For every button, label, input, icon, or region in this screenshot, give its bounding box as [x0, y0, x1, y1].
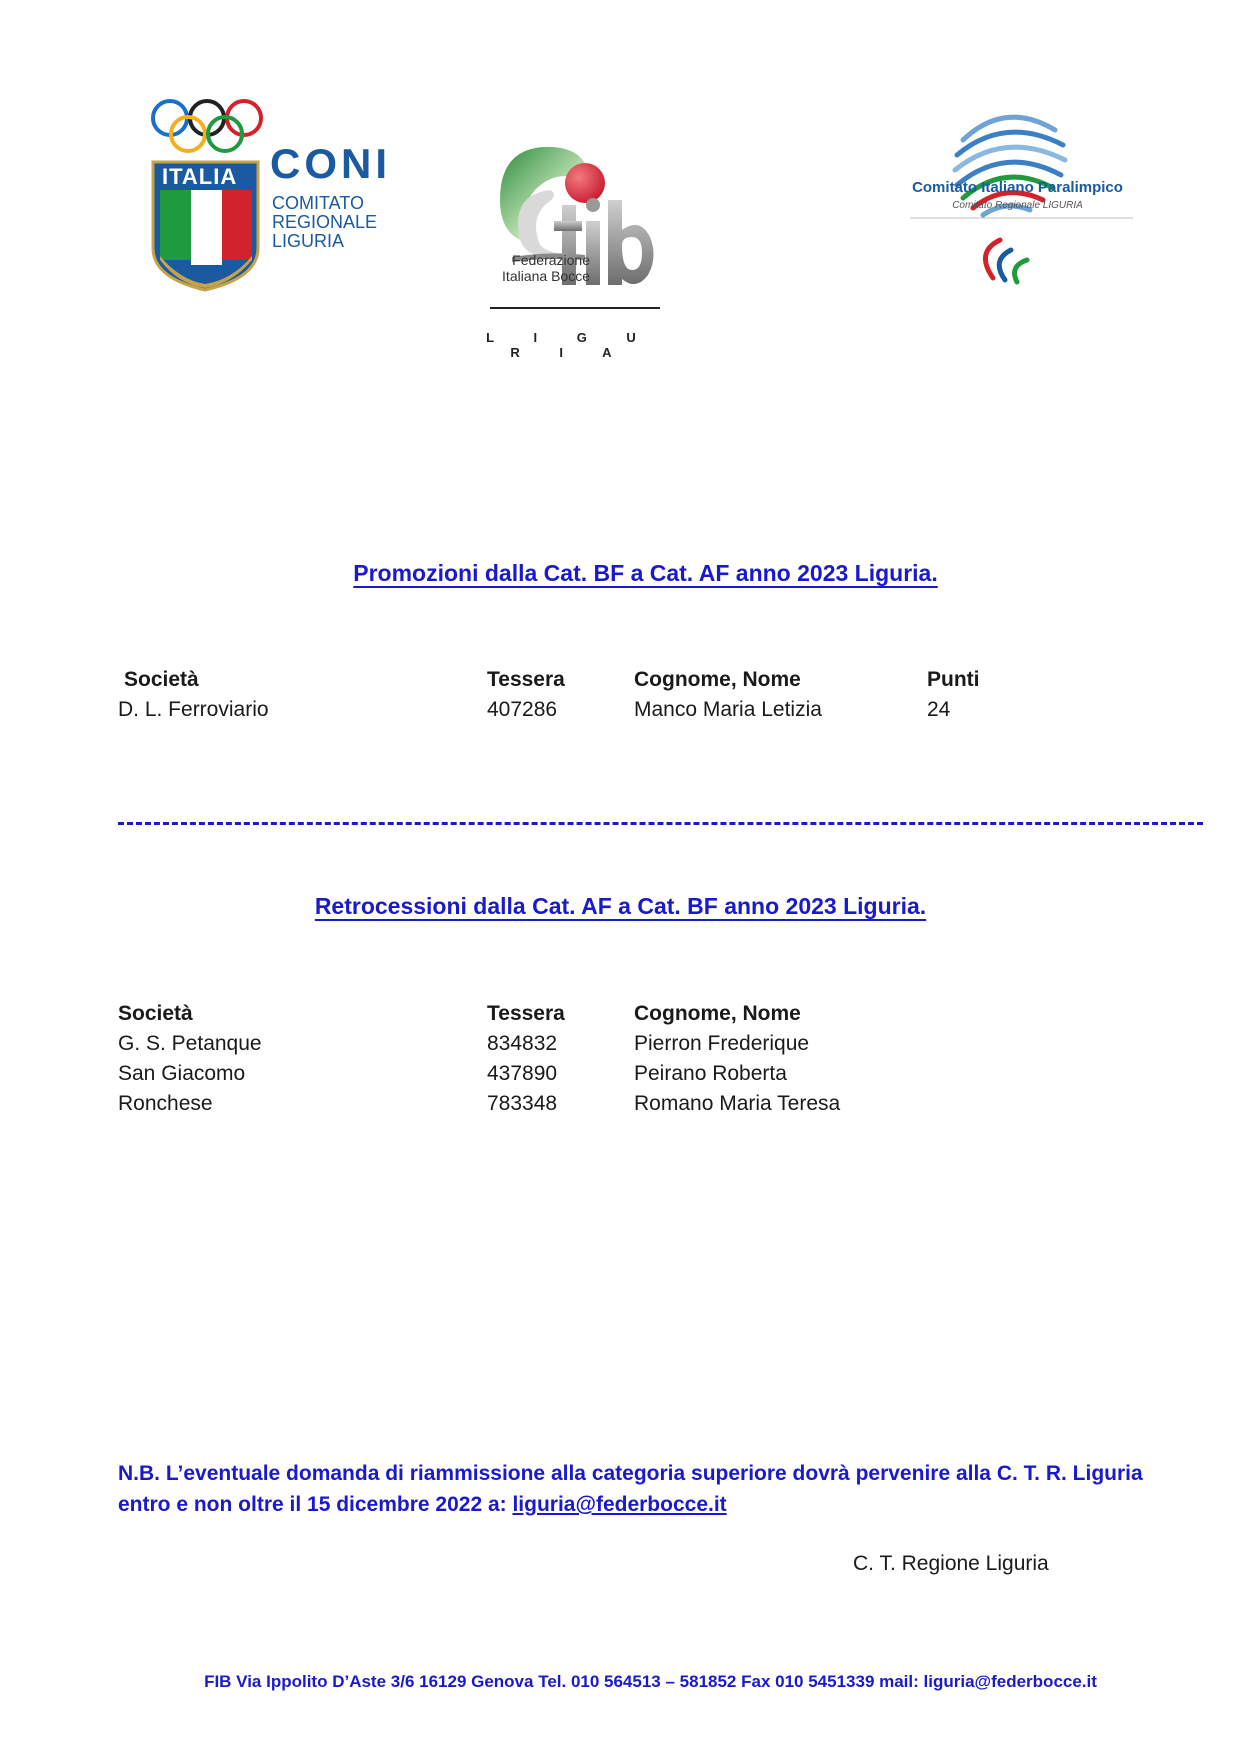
cell-tessera: 407286: [487, 698, 558, 721]
coni-line1: COMITATO: [272, 193, 364, 213]
cell-societa: San Giacomo: [118, 1062, 246, 1085]
cell-societa: D. L. Ferroviario: [118, 698, 269, 721]
table-row: [0, 1032, 1241, 1062]
cell-nome: Manco Maria Letizia: [634, 698, 822, 721]
header-punti: Punti: [927, 668, 980, 691]
cell-societa: Ronchese: [118, 1092, 213, 1115]
header-tessera: Tessera: [487, 1002, 565, 1025]
table-row: [0, 698, 1241, 728]
relegations-table: [0, 1002, 1241, 1122]
email-link[interactable]: liguria@federbocce.it: [512, 1493, 727, 1516]
shield-text: ITALIA: [162, 164, 238, 189]
coni-line2: REGIONALE: [272, 212, 378, 232]
cip-title: Comitato Italiano Paralimpico: [912, 179, 1123, 196]
fib-logo: [486, 145, 740, 360]
cell-nome: Pierron Frederique: [634, 1032, 810, 1055]
coni-subtitle: [272, 194, 377, 251]
cell-tessera: 834832: [487, 1032, 558, 1055]
signature: C. T. Regione Liguria: [853, 1552, 1049, 1575]
cip-logo: [905, 100, 1145, 310]
cell-societa: G. S. Petanque: [118, 1032, 262, 1055]
note-paragraph: [118, 1458, 1188, 1520]
fib-name: [470, 252, 590, 284]
cip-subtitle: Comitato Regionale LIGURIA: [952, 200, 1083, 211]
cell-tessera: 437890: [487, 1062, 558, 1085]
promotions-table: [0, 668, 1241, 728]
cell-tessera: 783348: [487, 1092, 558, 1115]
header-tessera: Tessera: [487, 668, 565, 691]
coni-title: CONI: [270, 140, 391, 187]
separator-line: [118, 822, 1203, 825]
table-row: [0, 1062, 1241, 1092]
footer-address: FIB Via Ippolito D’Aste 3/6 16129 Genova Tel. 010 564513 – 581852 Fax 010 5451339 mail: liguria@federbocce.it: [204, 1672, 1097, 1691]
header-societa: Società: [118, 1002, 193, 1025]
promotions-title: Promozioni dalla Cat. BF a Cat. AF anno 2023 Liguria.: [353, 560, 938, 586]
cell-nome: Peirano Roberta: [634, 1062, 787, 1085]
fib-region: L I G U R I A: [486, 330, 654, 360]
header-nome: Cognome, Nome: [634, 1002, 801, 1025]
table-row: [0, 1092, 1241, 1122]
fib-line2: Italiana Bocce: [502, 268, 590, 284]
coni-line3: LIGURIA: [272, 231, 345, 251]
cell-nome: Romano Maria Teresa: [634, 1092, 841, 1115]
note-text: N.B. L’eventuale domanda di riammissione alla categoria superiore dovrà pervenire alla C. T. R. Liguria entro e non oltre il 15 dicembre 2022 a:: [118, 1462, 1143, 1516]
coni-logo: [150, 98, 420, 298]
table-header: [0, 668, 1241, 698]
header-societa: Società: [124, 668, 199, 691]
table-header: [0, 1002, 1241, 1032]
relegations-title: Retrocessioni dalla Cat. AF a Cat. BF anno 2023 Liguria.: [314, 893, 927, 919]
cell-punti: 24: [927, 698, 951, 721]
header-nome: Cognome, Nome: [634, 668, 801, 691]
fib-line1: Federazione: [512, 252, 590, 268]
